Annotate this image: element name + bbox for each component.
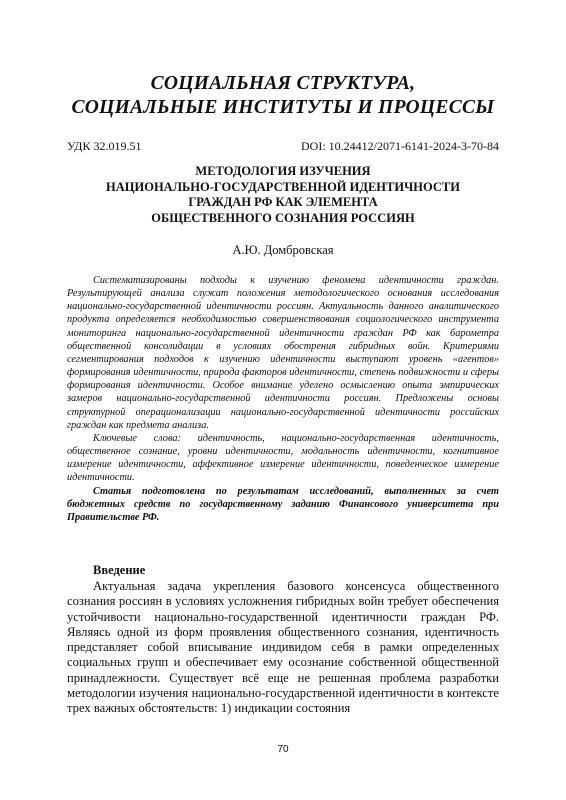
- doi: DOI: 10.24412/2071-6141-2024-3-70-84: [301, 139, 499, 153]
- title-line-4: ОБЩЕСТВЕННОГО СОЗНАНИЯ РОССИЯН: [151, 210, 415, 225]
- intro-heading: Введение: [93, 563, 146, 577]
- title-line-2: НАЦИОНАЛЬНО-ГОСУДАРСТВЕННОЙ ИДЕНТИЧНОСТИ: [106, 179, 460, 194]
- section-header: [60, 72, 506, 120]
- keywords: Ключевые слова: идентичность, национально-государственная идентичность, общественное сознание, уровни идентичности, модальность идентичности, когнитивное измерение идентичности, аффективное измерение идентичности, поведенческое измерение идентичности.: [67, 432, 499, 484]
- section-header-line-2: СОЦИАЛЬНЫЕ ИНСТИТУТЫ И ПРОЦЕССЫ: [71, 97, 495, 118]
- author-name: А.Ю. Домбровская: [232, 243, 334, 257]
- intro-paragraph: Актуальная задача укрепления базового консенсуса общественного сознания россиян в условиях усложнения гибридных войн требует обеспечения устойчивости национально-государственной идентичности граждан РФ. Являясь одной из форм проявления общественного сознания, идентичность представляет собой вписывание индивидом себя в рамки определенных социальных групп и обеспечивает ему осознание собственной общественной принадлежности. Существует всё еще не решенная проблема разработки методологии изучения национально-государственной идентичности в контексте трех важных обстоятельств: 1) индикации состояния: [67, 579, 499, 716]
- page-number: 70: [277, 744, 289, 755]
- funding-note: Статья подготовлена по результатам исследований, выполненных за счет бюджетных средств по государственному заданию Финансового университета при Правительстве РФ.: [67, 485, 499, 523]
- udk-code: УДК 32.019.51: [67, 139, 142, 153]
- abstract-text: Систематизированы подходы к изучению феномена идентичности граждан. Результирующей анализа служат положения методологического основания исследования национально-государственной идентичности россиян. Актуальность данного аналитического продукта определяется необходимостью совершенствования социологического инструмента мониторинга национально-государственной идентичности граждан РФ как барометра общественной консолидации в условиях обострения гибридных войн. Критериями сегментирования подходов к изучению идентичности выступают уровень «агентов» формирования идентичности, природа факторов идентичности, степень подвижности и сферы формирования идентичности. Особое внимание уделено осмыслению опыта эмпирических замеров национально-государственной идентичности россиян. Предложены основы структурной операционализации национально-государственной идентичности российских граждан как предмета анализа.: [67, 275, 499, 431]
- title-line-1: МЕТОДОЛОГИЯ ИЗУЧЕНИЯ: [195, 164, 371, 178]
- section-header-line-1: СОЦИАЛЬНАЯ СТРУКТУРА,: [150, 73, 416, 94]
- article-meta: [67, 139, 499, 154]
- intro-body: [67, 579, 499, 717]
- abstract: [67, 274, 499, 524]
- article-title: [67, 164, 499, 226]
- title-line-3: ГРАЖДАН РФ КАК ЭЛЕМЕНТА: [188, 195, 378, 209]
